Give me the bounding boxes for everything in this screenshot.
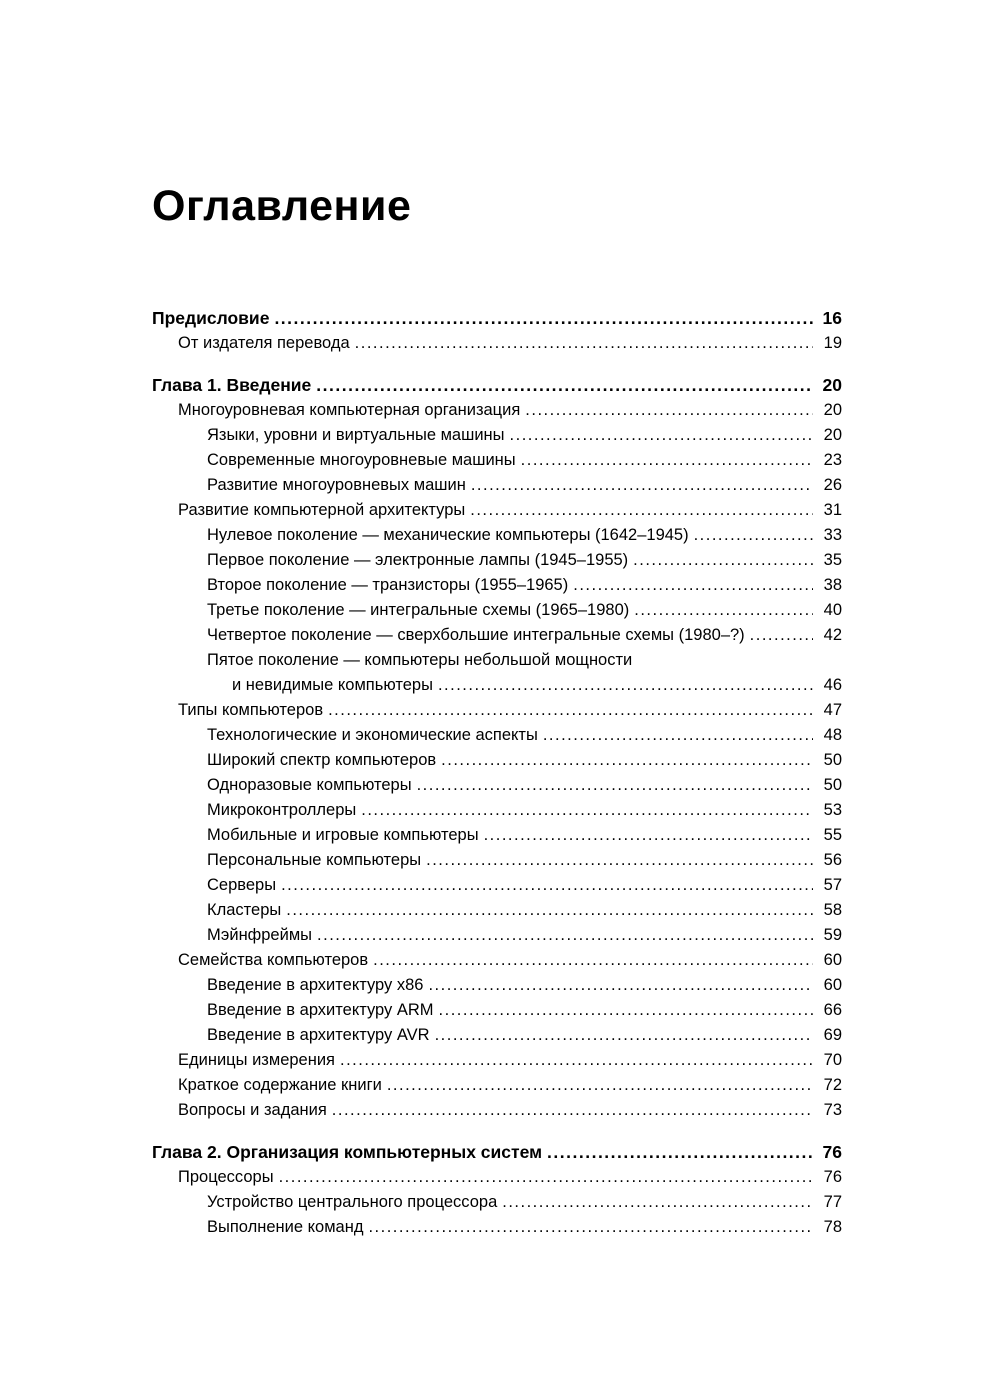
toc-dot-leader <box>510 423 813 448</box>
toc-list <box>152 306 842 1240</box>
toc-dot-leader <box>547 1140 813 1165</box>
toc-dot-leader <box>441 748 813 773</box>
toc-entry-label: От издателя перевода <box>178 334 350 352</box>
toc-dot-leader <box>332 1098 813 1123</box>
toc-entry-page: 40 <box>823 601 842 619</box>
toc-dot-leader <box>328 698 813 723</box>
toc-entry-label: Нулевое поколение — механические компьютеры (1642–1945) <box>207 526 689 544</box>
toc-entry <box>152 306 842 331</box>
toc-entry-label: Глава 1. Введение <box>152 375 312 395</box>
toc-entry-label: Персональные компьютеры <box>207 851 422 869</box>
toc-dot-leader <box>361 798 813 823</box>
toc-entry <box>152 848 842 873</box>
toc-entry-page: 35 <box>823 551 842 569</box>
toc-entry <box>152 331 842 356</box>
toc-entry-page: 76 <box>823 1168 842 1186</box>
toc-entry-page: 66 <box>823 1001 842 1019</box>
toc-entry-label: Развитие компьютерной архитектуры <box>178 501 466 519</box>
toc-entry-label: Второе поколение — транзисторы (1955–1965) <box>207 576 569 594</box>
toc-entry-label: Глава 2. Организация компьютерных систем <box>152 1142 543 1162</box>
page-title: Оглавление <box>152 182 412 230</box>
toc-entry-label: Серверы <box>207 876 277 894</box>
toc-entry <box>152 973 842 998</box>
toc-entry-page: 16 <box>822 308 842 328</box>
toc-dot-leader <box>750 623 813 648</box>
toc-dot-leader <box>373 948 813 973</box>
toc-dot-leader <box>368 1215 813 1240</box>
toc-entry-label: Процессоры <box>178 1168 274 1186</box>
toc-entry <box>152 548 842 573</box>
toc-entry <box>152 573 842 598</box>
toc-dot-leader <box>694 523 813 548</box>
toc-entry <box>152 698 842 723</box>
toc-entry-label: Введение в архитектуру AVR <box>207 1026 430 1044</box>
toc-entry-label: Кластеры <box>207 901 282 919</box>
toc-entry <box>152 923 842 948</box>
toc-dot-leader <box>435 1023 813 1048</box>
toc-entry-page: 70 <box>823 1051 842 1069</box>
toc-entry-page: 20 <box>823 401 842 419</box>
toc-entry-page: 60 <box>823 976 842 994</box>
toc-entry-label: Введение в архитектуру ARM <box>207 1001 434 1019</box>
toc-dot-leader <box>634 598 813 623</box>
toc-entry-page: 73 <box>823 1101 842 1119</box>
toc-entry-page: 47 <box>823 701 842 719</box>
toc-dot-leader <box>355 331 813 356</box>
toc-dot-leader <box>428 973 813 998</box>
toc-entry-label: Предисловие <box>152 308 270 328</box>
toc-entry-page: 72 <box>823 1076 842 1094</box>
toc-entry-page: 50 <box>823 751 842 769</box>
toc-entry <box>152 373 842 398</box>
toc-entry <box>152 498 842 523</box>
toc-entry <box>152 873 842 898</box>
toc-entry <box>152 598 842 623</box>
toc-entry-page: 31 <box>823 501 842 519</box>
toc-entry-page: 50 <box>823 776 842 794</box>
toc-dot-leader <box>317 923 813 948</box>
toc-entry-label: Многоуровневая компьютерная организация <box>178 401 521 419</box>
toc-entry-page: 69 <box>823 1026 842 1044</box>
toc-entry <box>152 1140 842 1165</box>
toc-entry <box>152 1098 842 1123</box>
toc-entry <box>152 823 842 848</box>
toc-entry <box>152 723 842 748</box>
toc-entry-page: 20 <box>822 375 842 395</box>
toc-dot-leader <box>484 823 813 848</box>
toc-entry-page: 53 <box>823 801 842 819</box>
toc-entry-label: Развитие многоуровневых машин <box>207 476 466 494</box>
toc-entry-label: Языки, уровни и виртуальные машины <box>207 426 505 444</box>
toc-dot-leader <box>281 873 813 898</box>
toc-entry-page: 42 <box>823 626 842 644</box>
toc-entry-page: 38 <box>823 576 842 594</box>
toc-entry <box>152 398 842 423</box>
toc-entry-label: Третье поколение — интегральные схемы (1965–1980) <box>207 601 630 619</box>
toc-dot-leader <box>543 723 813 748</box>
toc-dot-leader <box>279 1165 813 1190</box>
toc-entry <box>152 1215 842 1240</box>
toc-entry-page: 26 <box>823 476 842 494</box>
toc-entry <box>152 798 842 823</box>
toc-entry <box>152 473 842 498</box>
toc-entry-page: 58 <box>823 901 842 919</box>
toc-entry <box>152 1023 842 1048</box>
toc-entry-page: 77 <box>823 1193 842 1211</box>
toc-entry <box>152 1073 842 1098</box>
toc-entry-page: 57 <box>823 876 842 894</box>
toc-entry-label: Введение в архитектуру x86 <box>207 976 424 994</box>
toc-dot-leader <box>316 373 813 398</box>
toc-entry <box>152 898 842 923</box>
toc-entry-page: 56 <box>823 851 842 869</box>
toc-entry <box>152 998 842 1023</box>
toc-entry-page: 59 <box>823 926 842 944</box>
toc-entry <box>152 773 842 798</box>
toc-entry-page: 33 <box>823 526 842 544</box>
toc-entry-page: 78 <box>823 1218 842 1236</box>
toc-dot-leader <box>438 673 813 698</box>
toc-entry <box>152 748 842 773</box>
toc-dot-leader <box>573 573 813 598</box>
toc-dot-leader <box>633 548 813 573</box>
toc-dot-leader <box>502 1190 813 1215</box>
toc-dot-leader <box>340 1048 813 1073</box>
toc-entry-page: 55 <box>823 826 842 844</box>
toc-dot-leader <box>470 498 813 523</box>
toc-entry-label: Краткое содержание книги <box>178 1076 382 1094</box>
toc-entry-page: 48 <box>823 726 842 744</box>
toc-dot-leader <box>274 306 813 331</box>
toc-entry <box>152 448 842 473</box>
toc-entry-label: Четвертое поколение — сверхбольшие интегральные схемы (1980–?) <box>207 626 745 644</box>
toc-entry-page: 20 <box>823 426 842 444</box>
toc-entry <box>152 948 842 973</box>
toc-entry <box>152 423 842 448</box>
toc-entry <box>152 523 842 548</box>
toc-entry-label: Технологические и экономические аспекты <box>207 726 538 744</box>
toc-entry-label: Мобильные и игровые компьютеры <box>207 826 479 844</box>
toc-entry-label: Единицы измерения <box>178 1051 335 1069</box>
toc-entry <box>152 1190 842 1215</box>
toc-dot-leader <box>426 848 813 873</box>
toc-entry-label: Выполнение команд <box>207 1218 364 1236</box>
toc-entry <box>152 1165 842 1190</box>
toc-dot-leader <box>471 473 813 498</box>
toc-entry-label: Мэйнфреймы <box>207 926 313 944</box>
toc-dot-leader <box>286 898 813 923</box>
toc-entry <box>152 648 842 673</box>
toc-entry-label: Микроконтроллеры <box>207 801 357 819</box>
toc-entry <box>152 1048 842 1073</box>
toc-entry-label: Одноразовые компьютеры <box>207 776 412 794</box>
toc-entry-page: 19 <box>823 334 842 352</box>
toc-entry-label: Пятое поколение — компьютеры небольшой мощности <box>207 651 633 669</box>
toc-entry-label: Устройство центрального процессора <box>207 1193 498 1211</box>
toc-entry <box>152 673 842 698</box>
toc-entry-page: 76 <box>822 1142 842 1162</box>
toc-entry-label: Широкий спектр компьютеров <box>207 751 437 769</box>
toc-dot-leader <box>521 448 813 473</box>
toc-dot-leader <box>525 398 813 423</box>
toc-entry-label: Первое поколение — электронные лампы (1945–1955) <box>207 551 629 569</box>
toc-dot-leader <box>417 773 813 798</box>
toc-entry-label: Современные многоуровневые машины <box>207 451 516 469</box>
toc-entry-label: Типы компьютеров <box>178 701 324 719</box>
toc-dot-leader <box>439 998 813 1023</box>
toc-dot-leader <box>387 1073 813 1098</box>
toc-entry-label: Семейства компьютеров <box>178 951 369 969</box>
toc-entry <box>152 623 842 648</box>
toc-entry-page: 23 <box>823 451 842 469</box>
toc-entry-page: 60 <box>823 951 842 969</box>
toc-entry-label: Вопросы и задания <box>178 1101 327 1119</box>
toc-entry-page: 46 <box>823 676 842 694</box>
toc-entry-label: и невидимые компьютеры <box>232 676 433 694</box>
